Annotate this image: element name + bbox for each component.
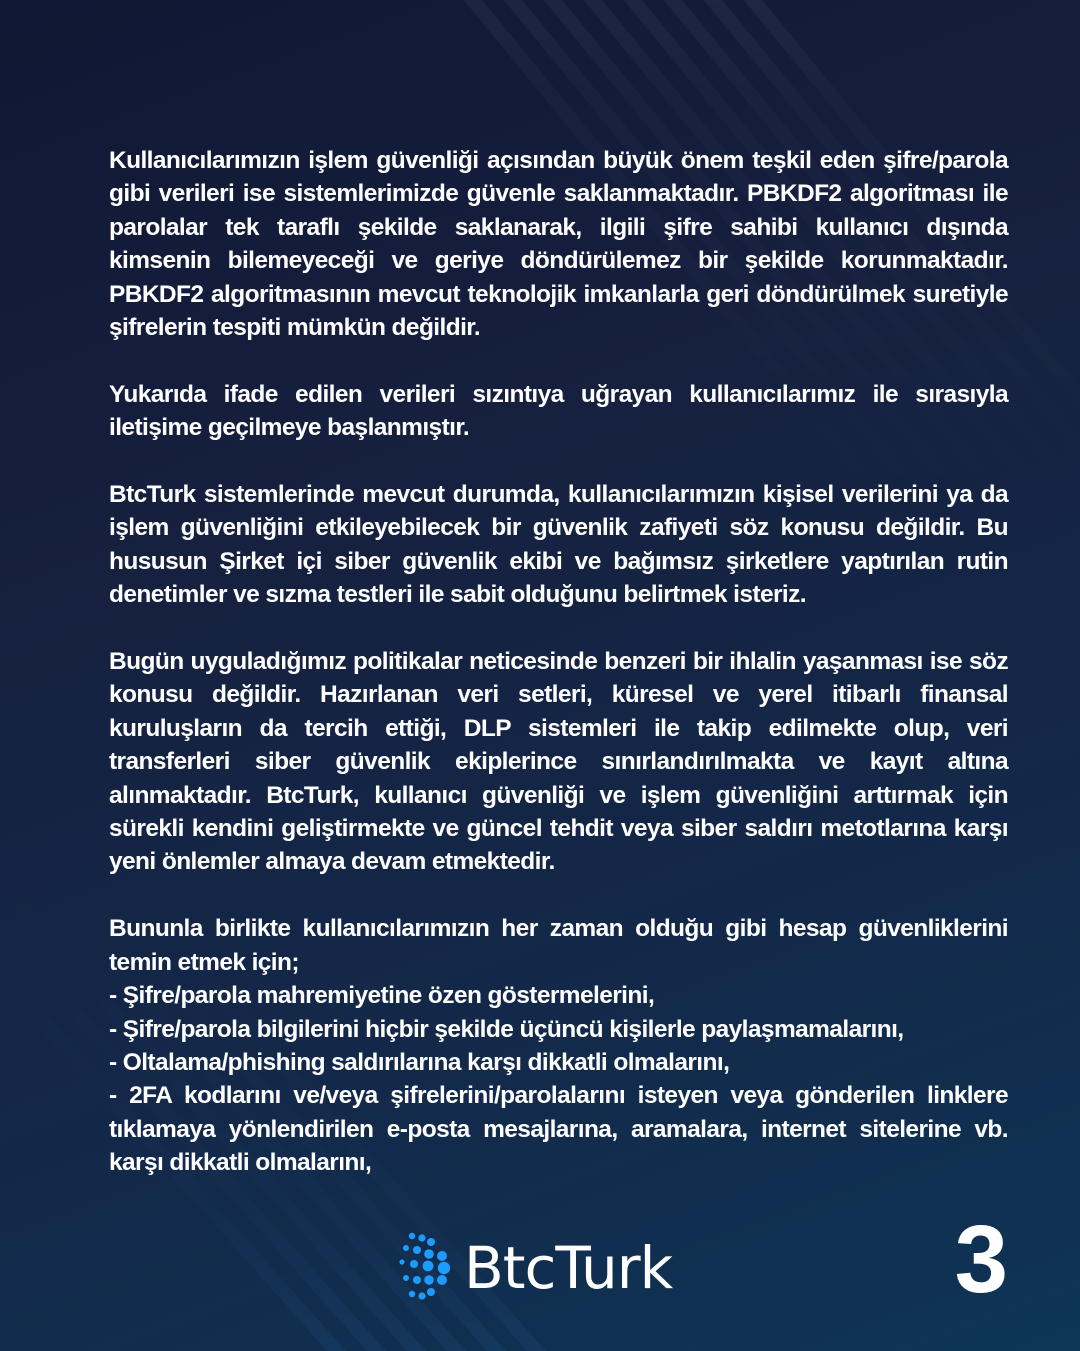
btcturk-logo-icon bbox=[398, 1230, 458, 1306]
recommendations-intro: Bununla birlikte kullanıcılarımızın her zaman olduğu gibi hesap güvenliklerini temin etmek için; bbox=[109, 915, 1008, 976]
page-number: 3 bbox=[954, 1206, 1008, 1313]
paragraph-system-security: BtcTurk sistemlerinde mevcut durumda, kullanıcılarımızın kişisel verilerini ya da işlem güvenliğini etkileyebilecek bir güvenlik zafiyeti söz konusu değildir. Bu hususun Şirket içi siber güvenlik ekibi ve bağımsız şirketlere yaptırılan rutin denetimler ve sızma testleri ile sabit olduğunu belirtmek isteriz. bbox=[109, 481, 1008, 609]
list-item: - Oltalama/phishing saldırılarına karşı dikkatli olmalarını, bbox=[109, 1048, 730, 1076]
brand-logo bbox=[398, 1230, 672, 1306]
list-item: - Şifre/parola mahremiyetine özen göstermelerini, bbox=[109, 982, 655, 1010]
paragraph-password-storage: Kullanıcılarımızın işlem güvenliği açısından büyük önem teşkil eden şifre/parola gibi verileri ise sistemlerimizde güvenle saklanmaktadır. PBKDF2 algoritması ile parolalar tek taraflı şekilde saklanarak, ilgili şifre sahibi kullanıcı dışında kimsenin bilemeyeceği ve geriye döndürülemez bir şekilde korunmaktadır. PBKDF2 algoritmasının mevcut teknolojik imkanlarla geri döndürülmek suretiyle şifrelerin tespiti mümkün değildir. bbox=[109, 147, 1008, 342]
list-item: - 2FA kodlarını ve/veya şifrelerini/parolalarını isteyen veya gönderilen linklere tıklamaya yönlendirilen e-posta mesajlarına, aramalara, internet sitelerine vb. karşı dikkatli olmalarını, bbox=[109, 1082, 1008, 1177]
paragraph-user-contact: Yukarıda ifade edilen verileri sızıntıya uğrayan kullanıcılarımız ile sırasıyla iletişime geçilmeye başlanmıştır. bbox=[109, 380, 1008, 442]
list-item: - Şifre/parola bilgilerini hiçbir şekilde üçüncü kişilerle paylaşmamalarını, bbox=[109, 1015, 904, 1043]
announcement-body bbox=[109, 144, 1008, 1180]
paragraph-policies: Bugün uyguladığımız politikalar neticesinde benzeri bir ihlalin yaşanması ise söz konusu değildir. Hazırlanan veri setleri, küresel ve yerel itibarlı finansal kuruluşların da tercih ettiği, DLP sistemleri ile takip edilmekte olup, veri transferleri siber güvenlik ekiplerince sınırlandırılmakta ve kayıt altına alınmaktadır. BtcTurk, kullanıcı güvenliği ve işlem güvenliğini arttırmak için sürekli kendini geliştirmekte ve güncel tehdit veya siber saldırı metotlarına karşı yeni önlemler almaya devam etmektedir. bbox=[109, 648, 1008, 876]
brand-name: BtcTurk bbox=[464, 1234, 673, 1302]
paragraph-recommendations bbox=[109, 912, 1008, 1179]
